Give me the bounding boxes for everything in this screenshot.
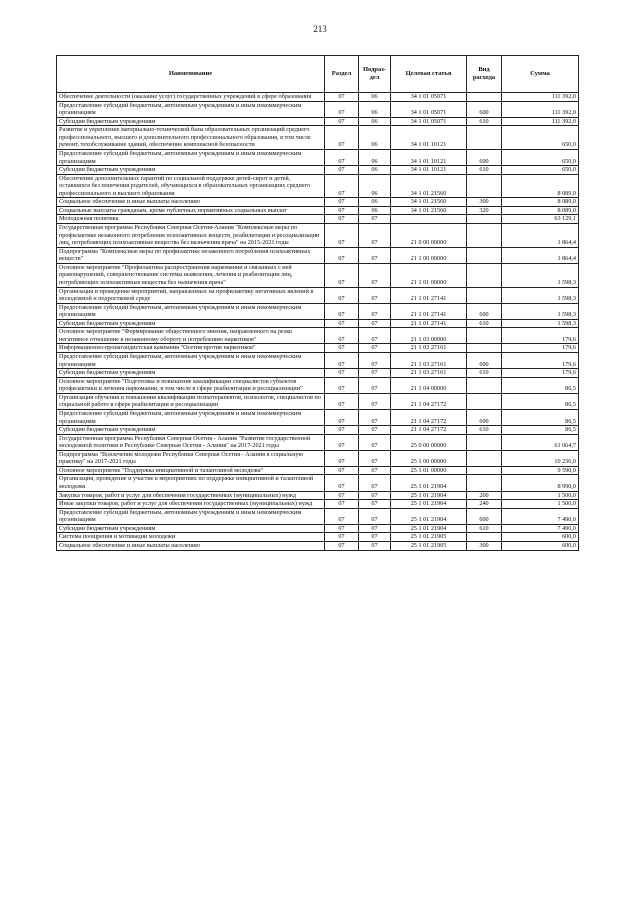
row-expense-kind-cell: 600 (467, 353, 502, 369)
row-subsection-cell: 07 (359, 533, 391, 542)
row-sum-cell: 7 490,0 (502, 524, 579, 533)
row-name-cell: Молодежная политика (57, 215, 325, 224)
row-section-cell: 07 (325, 409, 359, 425)
row-expense-kind-cell: 600 (467, 303, 502, 319)
row-subsection-cell: 07 (359, 344, 391, 353)
row-subsection-cell: 07 (359, 524, 391, 533)
row-name-cell: Социальное обеспечение и иные выплаты населению (57, 541, 325, 550)
row-name-cell: Субсидии бюджетным учреждениям (57, 166, 325, 175)
row-subsection-cell: 06 (359, 174, 391, 198)
column-header-subsection: Подраз- дел (359, 56, 391, 93)
row-expense-kind-cell (467, 393, 502, 409)
row-sum-cell: 8 089,0 (502, 198, 579, 207)
row-sum-cell: 1 598,3 (502, 319, 579, 328)
table-row (57, 206, 579, 215)
row-subsection-cell: 06 (359, 149, 391, 165)
row-expense-kind-cell (467, 475, 502, 491)
row-subsection-cell: 07 (359, 369, 391, 378)
row-expense-kind-cell: 600 (467, 149, 502, 165)
table-row (57, 533, 579, 542)
row-sum-cell: 8 089,0 (502, 206, 579, 215)
row-target-code-cell: 34 1 01 05071 (391, 101, 467, 117)
row-target-code-cell: 34 1 01 05071 (391, 93, 467, 102)
row-subsection-cell: 06 (359, 101, 391, 117)
row-subsection-cell: 07 (359, 491, 391, 500)
row-section-cell: 07 (325, 377, 359, 393)
row-name-cell: Организация, проведение и участие в мероприятиях по поддержке инициативной и талантливой молодежи (57, 475, 325, 491)
row-section-cell: 07 (325, 328, 359, 344)
row-expense-kind-cell: 610 (467, 319, 502, 328)
row-target-code-cell: 25 1 01 21905 (391, 533, 467, 542)
table-row (57, 434, 579, 450)
row-target-code-cell: 21 1 04 27172 (391, 409, 467, 425)
row-name-cell: Субсидии бюджетным учреждениям (57, 117, 325, 126)
table-row (57, 93, 579, 102)
row-section-cell: 07 (325, 117, 359, 126)
row-expense-kind-cell (467, 344, 502, 353)
row-expense-kind-cell (467, 377, 502, 393)
table-body (57, 93, 579, 551)
table-row (57, 149, 579, 165)
table-row (57, 524, 579, 533)
table-row (57, 466, 579, 475)
row-sum-cell: 1 500,0 (502, 500, 579, 509)
table-row (57, 198, 579, 207)
row-section-cell: 07 (325, 344, 359, 353)
table-row (57, 263, 579, 287)
row-target-code-cell: 21 1 03 27161 (391, 353, 467, 369)
row-section-cell: 07 (325, 287, 359, 303)
row-section-cell: 07 (325, 450, 359, 466)
table-row (57, 287, 579, 303)
row-sum-cell: 9 590,0 (502, 466, 579, 475)
row-sum-cell: 1 598,3 (502, 287, 579, 303)
row-sum-cell: 7 490,0 (502, 508, 579, 524)
row-target-code-cell: 21 0 00 00000 (391, 224, 467, 248)
row-expense-kind-cell: 320 (467, 206, 502, 215)
row-target-code-cell: 21 1 01 27141 (391, 303, 467, 319)
row-subsection-cell: 07 (359, 287, 391, 303)
row-name-cell: Предоставление субсидий бюджетным, автономным учреждениям и иным некоммерческим организациям (57, 353, 325, 369)
row-section-cell: 07 (325, 101, 359, 117)
row-name-cell: Основное мероприятие "Профилактика распространения наркомании и связанных с ней правонарушений, совершенствование системы выявления, лечения и реабилитации лиц, потребляющих психоактивные вещества без назначения врача" (57, 263, 325, 287)
table-row (57, 369, 579, 378)
row-sum-cell: 61 064,7 (502, 434, 579, 450)
row-sum-cell: 86,5 (502, 409, 579, 425)
table-row (57, 377, 579, 393)
row-expense-kind-cell: 200 (467, 491, 502, 500)
table-row (57, 303, 579, 319)
table-row (57, 353, 579, 369)
row-target-code-cell: 34 1 01 21560 (391, 174, 467, 198)
row-subsection-cell: 07 (359, 377, 391, 393)
table-row (57, 500, 579, 509)
row-expense-kind-cell (467, 224, 502, 248)
row-target-code-cell: 34 1 01 05071 (391, 117, 467, 126)
row-target-code-cell: 34 1 01 10121 (391, 126, 467, 150)
row-subsection-cell: 07 (359, 319, 391, 328)
row-subsection-cell: 06 (359, 166, 391, 175)
row-target-code-cell: 21 1 03 00000 (391, 328, 467, 344)
row-target-code-cell: 34 1 01 21560 (391, 198, 467, 207)
row-target-code-cell: 25 1 01 21904 (391, 475, 467, 491)
row-sum-cell: 111 392,0 (502, 93, 579, 102)
row-name-cell: Субсидии бюджетным учреждениям (57, 369, 325, 378)
column-header-section: Раздел (325, 56, 359, 93)
row-sum-cell: 63 129,1 (502, 215, 579, 224)
column-header-expense-kind: Вид расхода (467, 56, 502, 93)
row-subsection-cell: 07 (359, 466, 391, 475)
row-name-cell: Организация обучения и повышения квалификации психотерапевтов, психологов, специалистов по социальной работе в сфере реабилитации и ресоциализации (57, 393, 325, 409)
row-expense-kind-cell: 610 (467, 166, 502, 175)
row-target-code-cell: 25 1 01 21904 (391, 508, 467, 524)
table-row (57, 450, 579, 466)
table-row (57, 224, 579, 248)
column-header-target-code: Целевая статья (391, 56, 467, 93)
row-name-cell: Развитие и укрепление материально-технической базы образовательных организаций среднего профессионального, высшего и дополнительного профессионального образования, в том числе ремонт, техобслуживание зданий, обеспечение комплексной безопасности (57, 126, 325, 150)
table-row (57, 215, 579, 224)
table-row (57, 247, 579, 263)
row-target-code-cell: 25 1 00 00000 (391, 450, 467, 466)
row-expense-kind-cell (467, 450, 502, 466)
row-sum-cell: 86,5 (502, 426, 579, 435)
row-name-cell: Обеспечение дополнительных гарантий по социальной поддержке детей-сирот и детей, оставшихся без попечения родителей, обучающихся в образовательных организациях среднего профессионального и высшего образования (57, 174, 325, 198)
row-name-cell: Система поощрения и мотивации молодежи (57, 533, 325, 542)
table-row (57, 426, 579, 435)
row-sum-cell: 1 864,4 (502, 247, 579, 263)
budget-table (56, 55, 579, 551)
row-sum-cell: 179,6 (502, 353, 579, 369)
row-target-code-cell: 25 0 00 00000 (391, 434, 467, 450)
row-target-code-cell: 25 1 01 21904 (391, 524, 467, 533)
row-sum-cell: 86,5 (502, 393, 579, 409)
row-expense-kind-cell: 300 (467, 541, 502, 550)
row-name-cell: Предоставление субсидий бюджетным, автономным учреждениям и иным некоммерческим организациям (57, 303, 325, 319)
row-expense-kind-cell (467, 328, 502, 344)
row-section-cell: 07 (325, 475, 359, 491)
row-name-cell: Предоставление субсидий бюджетным, автономным учреждениям и иным некоммерческим организациям (57, 508, 325, 524)
page-number: 213 (313, 24, 327, 34)
table-row (57, 491, 579, 500)
row-expense-kind-cell: 610 (467, 369, 502, 378)
row-expense-kind-cell: 300 (467, 198, 502, 207)
table-row (57, 166, 579, 175)
row-subsection-cell: 07 (359, 500, 391, 509)
row-sum-cell: 179,6 (502, 369, 579, 378)
row-subsection-cell: 07 (359, 303, 391, 319)
row-expense-kind-cell: 240 (467, 500, 502, 509)
row-section-cell: 07 (325, 198, 359, 207)
row-section-cell: 07 (325, 508, 359, 524)
table-row (57, 319, 579, 328)
row-subsection-cell: 07 (359, 508, 391, 524)
row-expense-kind-cell (467, 126, 502, 150)
row-subsection-cell: 07 (359, 328, 391, 344)
row-expense-kind-cell: 600 (467, 409, 502, 425)
row-subsection-cell: 07 (359, 215, 391, 224)
table-row (57, 101, 579, 117)
row-expense-kind-cell: 610 (467, 426, 502, 435)
row-section-cell: 07 (325, 393, 359, 409)
row-section-cell: 07 (325, 524, 359, 533)
row-sum-cell: 111 392,0 (502, 117, 579, 126)
row-section-cell: 07 (325, 491, 359, 500)
row-section-cell: 07 (325, 434, 359, 450)
row-expense-kind-cell (467, 434, 502, 450)
row-target-code-cell: 21 1 00 00000 (391, 247, 467, 263)
row-section-cell: 07 (325, 263, 359, 287)
row-sum-cell: 600,0 (502, 533, 579, 542)
column-header-name: Наименование (57, 56, 325, 93)
row-sum-cell: 8 089,0 (502, 174, 579, 198)
row-expense-kind-cell (467, 215, 502, 224)
row-sum-cell: 179,6 (502, 344, 579, 353)
row-name-cell: Закупка товаров, работ и услуг для обеспечения государственных (муниципальных) нужд (57, 491, 325, 500)
row-subsection-cell: 07 (359, 541, 391, 550)
row-expense-kind-cell: 610 (467, 524, 502, 533)
row-section-cell: 07 (325, 206, 359, 215)
row-section-cell: 07 (325, 353, 359, 369)
row-section-cell: 07 (325, 319, 359, 328)
row-sum-cell: 8 990,0 (502, 475, 579, 491)
row-target-code-cell: 21 1 01 00000 (391, 263, 467, 287)
row-target-code-cell (391, 215, 467, 224)
row-name-cell: Социальное обеспечение и иные выплаты населению (57, 198, 325, 207)
row-subsection-cell: 06 (359, 93, 391, 102)
table-row (57, 541, 579, 550)
row-name-cell: Предоставление субсидий бюджетным, автономным учреждениям и иным некоммерческим организациям (57, 409, 325, 425)
row-section-cell: 07 (325, 174, 359, 198)
row-name-cell: Обеспечение деятельности (оказание услуг) государственных учреждений в сфере образования (57, 93, 325, 102)
row-name-cell: Государственная программа Республики Северная Осетия - Алания "Развитие государственной молодежной политики в Республике Северная Осетия - Алания" на 2017-2021 годы (57, 434, 325, 450)
row-name-cell: Субсидии бюджетным учреждениям (57, 426, 325, 435)
row-target-code-cell: 21 1 03 27161 (391, 369, 467, 378)
row-subsection-cell: 07 (359, 393, 391, 409)
row-sum-cell: 1 598,3 (502, 263, 579, 287)
row-target-code-cell: 25 1 01 21905 (391, 541, 467, 550)
row-subsection-cell: 06 (359, 117, 391, 126)
row-section-cell: 07 (325, 93, 359, 102)
row-name-cell: Субсидии бюджетным учреждениям (57, 319, 325, 328)
column-header-sum: Сумма (502, 56, 579, 93)
row-target-code-cell: 21 1 04 27172 (391, 426, 467, 435)
row-sum-cell: 86,5 (502, 377, 579, 393)
row-section-cell: 07 (325, 533, 359, 542)
row-section-cell: 07 (325, 541, 359, 550)
row-section-cell: 07 (325, 215, 359, 224)
row-name-cell: Основное мероприятие "Формирование общественного мнения, направленного на резко негативное отношение к незаконному обороту и потреблению наркотиков" (57, 328, 325, 344)
row-expense-kind-cell: 610 (467, 117, 502, 126)
row-sum-cell: 10 236,0 (502, 450, 579, 466)
row-target-code-cell: 34 1 01 21560 (391, 206, 467, 215)
row-section-cell: 07 (325, 303, 359, 319)
row-subsection-cell: 07 (359, 247, 391, 263)
row-name-cell: Социальные выплаты гражданам, кроме публичных нормативных социальных выплат (57, 206, 325, 215)
row-target-code-cell: 34 1 01 10121 (391, 166, 467, 175)
row-subsection-cell: 07 (359, 224, 391, 248)
row-section-cell: 07 (325, 247, 359, 263)
row-target-code-cell: 21 1 04 27172 (391, 393, 467, 409)
table-row (57, 174, 579, 198)
row-expense-kind-cell (467, 533, 502, 542)
row-name-cell: Основное мероприятие "Поддержка инициативной и талантливой молодежи" (57, 466, 325, 475)
row-target-code-cell: 25 1 01 00000 (391, 466, 467, 475)
row-name-cell: Организация и проведение мероприятий, направленных на профилактику негативных явлений в молодежной и подростковой среде (57, 287, 325, 303)
row-section-cell: 07 (325, 466, 359, 475)
row-target-code-cell: 34 1 01 10121 (391, 149, 467, 165)
row-target-code-cell: 21 1 03 27161 (391, 344, 467, 353)
row-name-cell: Субсидии бюджетным учреждениям (57, 524, 325, 533)
row-target-code-cell: 21 1 01 27141 (391, 287, 467, 303)
row-name-cell: Основное мероприятие "Подготовка и повышение квалификации специалистов субъектов профилактики и лечения наркомании, в том числе в сфере реабилитации и ресоциализации" (57, 377, 325, 393)
row-target-code-cell: 25 1 01 21904 (391, 500, 467, 509)
row-name-cell: Иные закупки товаров, работ и услуг для обеспечения государственных (муниципальных) нужд (57, 500, 325, 509)
table-row (57, 328, 579, 344)
row-expense-kind-cell (467, 263, 502, 287)
row-section-cell: 07 (325, 224, 359, 248)
table-row (57, 475, 579, 491)
row-name-cell: Информационно-пропагандистская кампания "Осетия против наркотиков" (57, 344, 325, 353)
row-name-cell: Предоставление субсидий бюджетным, автономным учреждениям и иным некоммерческим организациям (57, 101, 325, 117)
table-row (57, 409, 579, 425)
row-section-cell: 07 (325, 426, 359, 435)
row-name-cell: Предоставление субсидий бюджетным, автономным учреждениям и иным некоммерческим организациям (57, 149, 325, 165)
row-section-cell: 07 (325, 369, 359, 378)
row-section-cell: 07 (325, 166, 359, 175)
row-sum-cell: 111 392,0 (502, 101, 579, 117)
row-sum-cell: 179,6 (502, 328, 579, 344)
row-section-cell: 07 (325, 149, 359, 165)
row-expense-kind-cell (467, 287, 502, 303)
table-row (57, 393, 579, 409)
row-name-cell: Государственная программа Республики Северная Осетия-Алания "Комплексные меры по профилактике незаконного потребления психоактивных веществ, реабилитации и ресоциализации лиц, потребляющих психоактивные вещества без назначения врача" на 2015-2021 годы (57, 224, 325, 248)
row-sum-cell: 1 598,3 (502, 303, 579, 319)
row-expense-kind-cell: 600 (467, 101, 502, 117)
table-header-row (57, 56, 579, 93)
row-subsection-cell: 07 (359, 426, 391, 435)
row-expense-kind-cell (467, 93, 502, 102)
table-row (57, 126, 579, 150)
row-subsection-cell: 07 (359, 263, 391, 287)
row-sum-cell: 650,0 (502, 166, 579, 175)
row-subsection-cell: 07 (359, 353, 391, 369)
row-sum-cell: 1 500,0 (502, 491, 579, 500)
row-sum-cell: 600,0 (502, 541, 579, 550)
row-target-code-cell: 25 1 01 21904 (391, 491, 467, 500)
row-target-code-cell: 21 1 04 00000 (391, 377, 467, 393)
row-expense-kind-cell (467, 247, 502, 263)
row-subsection-cell: 06 (359, 198, 391, 207)
row-subsection-cell: 07 (359, 434, 391, 450)
row-subsection-cell: 06 (359, 126, 391, 150)
row-sum-cell: 650,0 (502, 126, 579, 150)
row-sum-cell: 1 864,4 (502, 224, 579, 248)
table-row (57, 508, 579, 524)
row-name-cell: Подпрограмма "Вовлечение молодежи Республики Северная Осетия - Алания в социальную практику" на 2017-2021 годы (57, 450, 325, 466)
row-subsection-cell: 07 (359, 450, 391, 466)
row-subsection-cell: 06 (359, 206, 391, 215)
row-expense-kind-cell (467, 466, 502, 475)
row-expense-kind-cell: 600 (467, 508, 502, 524)
row-section-cell: 07 (325, 126, 359, 150)
row-expense-kind-cell (467, 174, 502, 198)
table-row (57, 117, 579, 126)
row-subsection-cell: 07 (359, 409, 391, 425)
table-row (57, 344, 579, 353)
row-name-cell: Подпрограмма "Комплексные меры по профилактике незаконного потребления психоактивных веществ" (57, 247, 325, 263)
row-sum-cell: 650,0 (502, 149, 579, 165)
row-target-code-cell: 21 1 01 27141 (391, 319, 467, 328)
row-section-cell: 07 (325, 500, 359, 509)
row-subsection-cell: 07 (359, 475, 391, 491)
